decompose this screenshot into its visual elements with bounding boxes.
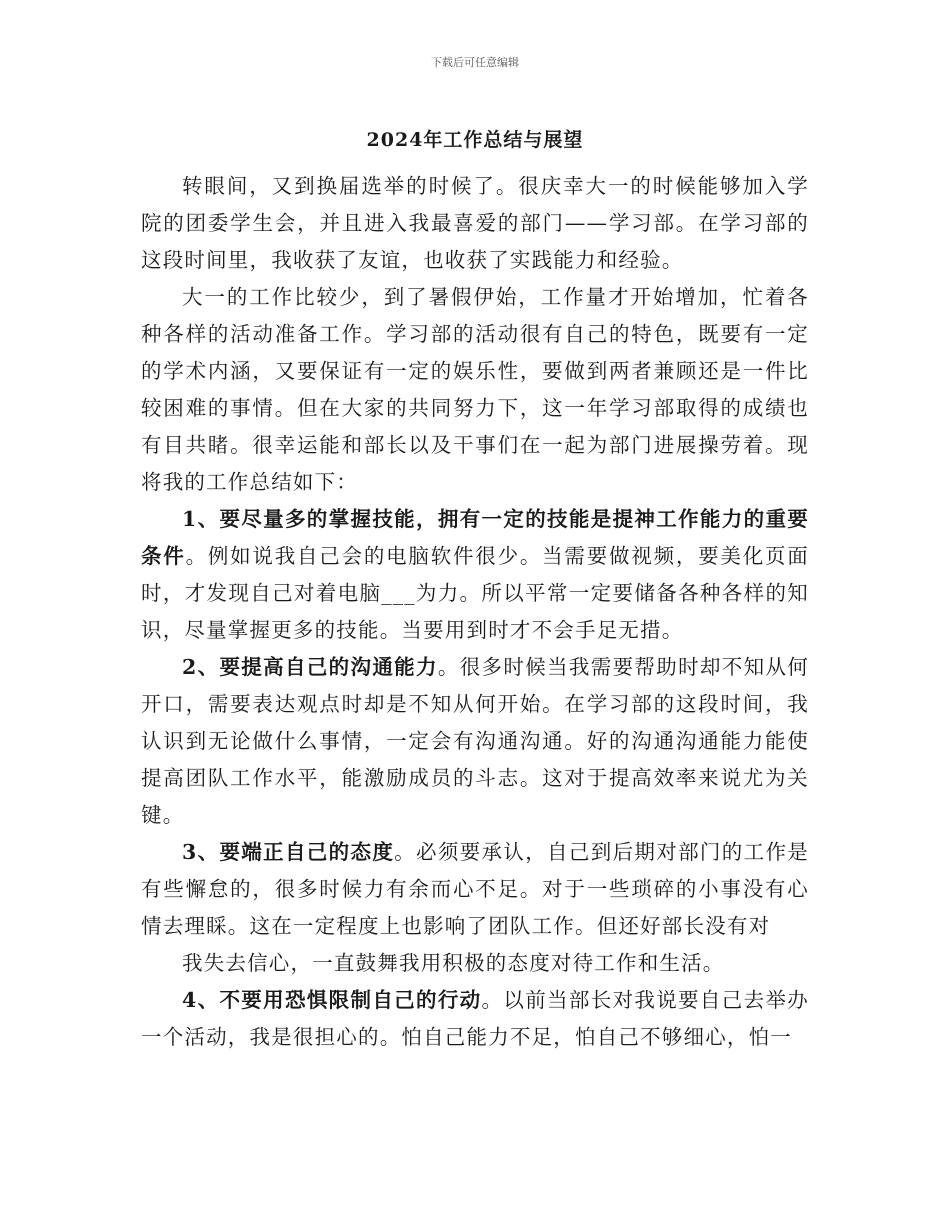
paragraph-heading: 2、要提高自己的沟通能力 <box>182 655 438 679</box>
paragraph-6: 我失去信心，一直鼓舞我用积极的态度对待工作和生活。 <box>182 951 725 975</box>
paragraph-7: 4、不要用恐惧限制自己的行动。以前当部长对我说要自己去举办一个活动，我是很担心的。怕自己能力不足，怕自己不够细心，怕一 <box>141 988 809 1049</box>
document-body <box>141 168 809 1056</box>
paragraph-2: 大一的工作比较少，到了暑假伊始，工作量才开始增加，忙着各种各样的活动准备工作。学习部的活动很有自己的特色，既要有一定的学术内涵，又要保证有一定的娱乐性，要做到两者兼顾还是一件比较困难的事情。但在大家的共同努力下，这一年学习部取得的成绩也有目共睹。很幸运能和部长以及干事们在一起为部门进展操劳着。现将我的工作总结如下： <box>141 285 809 494</box>
document-title: 2024年工作总结与展望 <box>366 129 584 151</box>
paragraph-heading: 1、要尽量多的掌握技能，拥有一定的技能是提神工作能力的重要条件 <box>141 507 809 568</box>
paragraph-heading: 3、要端正自己的态度 <box>182 840 395 864</box>
paragraph-heading: 4、不要用恐惧限制自己的行动 <box>182 988 482 1012</box>
paragraph-4: 2、要提高自己的沟通能力。很多时候当我需要帮助时却不知从何开口，需要表达观点时却是不知从何开始。在学习部的这段时间，我认识到无论做什么事情，一定会有沟通沟通。好的沟通沟通能力能使提高团队工作水平，能激励成员的斗志。这对于提高效率来说尤为关键。 <box>141 655 809 827</box>
paragraph-3: 1、要尽量多的掌握技能，拥有一定的技能是提神工作能力的重要条件。例如说我自己会的电脑软件很少。当需要做视频，要美化页面时，才发现自己对着电脑___为力。所以平常一定要储备各种各样的知识，尽量掌握更多的技能。当要用到时才不会手足无措。 <box>141 507 809 642</box>
page-header: 下载后可任意编辑 <box>431 56 519 69</box>
paragraph-5: 3、要端正自己的态度。必须要承认，自己到后期对部门的工作是有些懈怠的，很多时候力有余而心不足。对于一些琐碎的小事没有心情去理睬。这在一定程度上也影响了团队工作。但还好部长没有对 <box>141 840 809 938</box>
paragraph-1: 转眼间，又到换届选举的时候了。很庆幸大一的时候能够加入学院的团委学生会，并且进入我最喜爱的部门——学习部。在学习部的这段时间里，我收获了友谊，也收获了实践能力和经验。 <box>141 174 809 272</box>
